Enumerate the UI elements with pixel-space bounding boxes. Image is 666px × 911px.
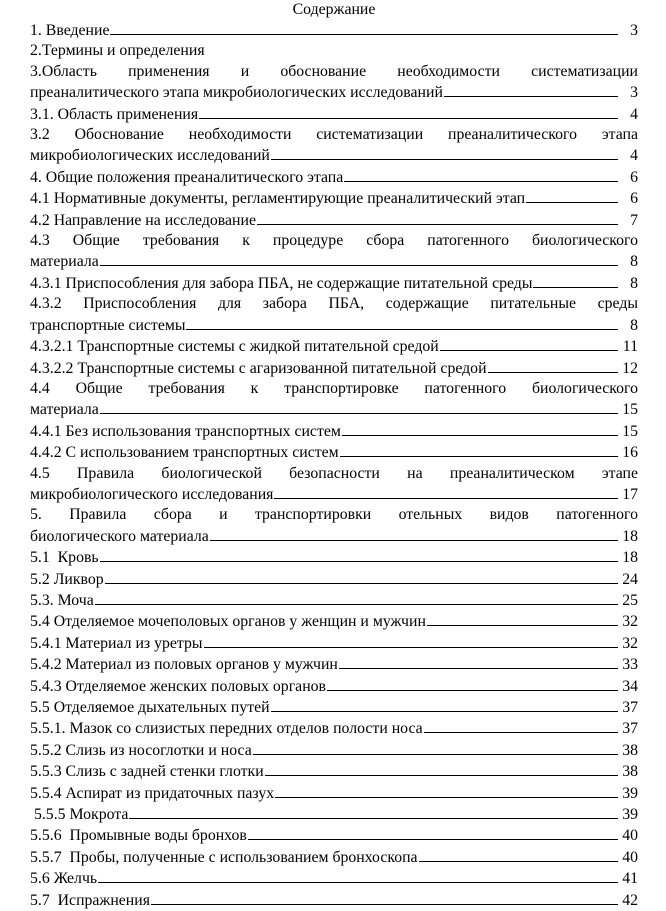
toc-entry[interactable] xyxy=(30,654,638,675)
toc-entry[interactable] xyxy=(30,890,638,911)
toc-leader-line xyxy=(424,718,618,733)
toc-entry[interactable] xyxy=(30,847,638,868)
toc-entry-row xyxy=(30,273,638,294)
toc-page-number: 37 xyxy=(622,720,638,738)
toc-entry-text-line: 4.3 Общие требования к процедуре сбора патогенного биологического xyxy=(30,232,638,250)
toc-leader-line xyxy=(210,526,618,541)
toc-entry[interactable] xyxy=(30,825,638,846)
toc-entry-label: 5.5 Отделяемое дыхательных путей xyxy=(30,699,270,716)
toc-page-number: 6 xyxy=(630,190,638,208)
toc-entry-label: 4.1 Нормативные документы, регламентирующие преаналитический этап xyxy=(30,190,526,208)
toc-leader-line xyxy=(342,421,618,436)
toc-page-number: 3 xyxy=(630,22,638,39)
toc-entry-text-line: 5. Правила сбора и транспортировки отельных видов патогенного xyxy=(30,506,638,524)
toc-entry-row xyxy=(30,590,638,611)
toc-entry-label: 3.1. Область применения xyxy=(30,105,199,123)
toc-entry-row xyxy=(30,547,638,568)
toc-list xyxy=(30,20,638,911)
toc-leader-line xyxy=(199,104,618,119)
toc-entry-row xyxy=(30,526,638,547)
toc-page-number: 39 xyxy=(622,784,638,802)
toc-title: Содержание xyxy=(292,1,376,18)
toc-leader-line xyxy=(265,761,618,776)
toc-page-number: 39 xyxy=(622,806,638,824)
toc-page-number: 4 xyxy=(630,105,638,123)
toc-leader-line xyxy=(95,590,618,605)
toc-entry[interactable] xyxy=(30,62,638,104)
toc-entry-row xyxy=(30,718,638,739)
toc-entry-text-line: 3.2 Обоснование необходимости систематизации преаналитического этапа xyxy=(30,126,638,144)
toc-leader-line xyxy=(100,547,618,562)
toc-page-number: 24 xyxy=(622,570,638,588)
toc-entry-row xyxy=(30,442,638,463)
toc-entry[interactable] xyxy=(30,783,638,804)
toc-leader-line xyxy=(271,697,618,712)
toc-entry[interactable] xyxy=(30,804,638,825)
toc-entry-label: микробиологического исследования xyxy=(30,485,274,503)
toc-entry-row xyxy=(30,20,638,41)
toc-entry-label: 4.4.2 С использованием транспортных систем xyxy=(30,444,339,462)
toc-entry-label: 5.5.7 Пробы, полученные с использованием бронхоскопа xyxy=(30,848,418,866)
toc-entry-row xyxy=(30,611,638,632)
document-page xyxy=(30,0,638,911)
toc-entry-text-line: 4.5 Правила биологической безопасности на преаналитическом этапе xyxy=(30,464,638,482)
toc-page-number: 37 xyxy=(622,699,638,716)
toc-entry-label: 5.5.4 Аспират из придаточных пазух xyxy=(30,784,275,802)
toc-entry-label: 4.3.1 Приспособления для забора ПБА, не содержащие питательной среды xyxy=(30,274,533,292)
toc-page-number: 15 xyxy=(622,401,638,419)
toc-entry[interactable] xyxy=(30,231,638,273)
toc-page-number: 34 xyxy=(622,677,638,695)
toc-entry-text-line: 3.Область применения и обоснование необходимости систематизации xyxy=(30,62,638,80)
toc-page-number: 38 xyxy=(622,763,638,781)
toc-entry-row xyxy=(30,210,638,231)
toc-entry-row xyxy=(30,358,638,379)
toc-entry-row xyxy=(30,484,638,505)
toc-page-number: 8 xyxy=(630,274,638,292)
toc-entry-label: 5.4.1 Материал из уретры xyxy=(30,634,203,652)
toc-page-number: 17 xyxy=(622,485,638,503)
toc-entry-row xyxy=(30,145,638,166)
toc-page-number: 11 xyxy=(622,338,638,356)
toc-leader-line xyxy=(274,484,618,499)
toc-entry-label: 5.4 Отделяемое мочеполовых органов у женщин и мужчин xyxy=(30,613,426,631)
toc-entry[interactable] xyxy=(30,20,638,41)
toc-entry[interactable] xyxy=(30,868,638,889)
toc-entry-label: транспортные системы xyxy=(30,316,186,334)
toc-entry[interactable] xyxy=(30,41,638,61)
toc-entry-label: 5.6 Желчь xyxy=(30,870,98,888)
toc-entry[interactable] xyxy=(30,188,638,209)
toc-entry-row xyxy=(30,251,638,272)
toc-entry-label: 5.5.5 Мокрота xyxy=(30,806,129,824)
toc-leader-line xyxy=(340,442,618,457)
toc-page-number: 38 xyxy=(622,741,638,759)
toc-entry[interactable] xyxy=(30,104,638,125)
toc-leader-line xyxy=(339,654,618,669)
toc-entry-row xyxy=(30,167,638,188)
toc-leader-line xyxy=(98,868,618,883)
toc-entry[interactable] xyxy=(30,210,638,231)
toc-leader-line xyxy=(271,145,618,160)
toc-entry[interactable] xyxy=(30,569,638,590)
toc-entry[interactable] xyxy=(30,294,638,336)
toc-entry[interactable] xyxy=(30,442,638,463)
toc-leader-line xyxy=(419,847,618,862)
toc-entry-label: 5.7 Испражнения xyxy=(30,891,150,909)
toc-entry-row xyxy=(30,654,638,675)
toc-entry[interactable] xyxy=(30,676,638,697)
toc-leader-line xyxy=(533,273,618,288)
toc-entry-label: 5.5.1. Мазок со слизистых передних отделов полости носа xyxy=(30,720,423,738)
toc-entry[interactable] xyxy=(30,740,638,761)
toc-entry-row xyxy=(30,188,638,209)
toc-entry-text-line: 4.4 Общие требования к транспортировке патогенного биологического xyxy=(30,379,638,397)
toc-entry-label: 5.3. Моча xyxy=(30,591,94,609)
toc-page-number: 8 xyxy=(630,316,638,334)
toc-entry-row xyxy=(30,697,638,718)
toc-entry-label: преаналитического этапа микробиологических исследований xyxy=(30,84,443,102)
toc-page-number: 32 xyxy=(622,634,638,652)
toc-entry-label: 4.4.1 Без использования транспортных систем xyxy=(30,422,341,440)
toc-leader-line xyxy=(151,890,618,905)
toc-page-number: 42 xyxy=(622,891,638,909)
toc-entry-row xyxy=(30,82,638,103)
toc-leader-line xyxy=(344,167,618,182)
toc-page-number: 8 xyxy=(630,253,638,271)
toc-leader-line xyxy=(275,783,618,798)
toc-entry-label: 1. Введение xyxy=(30,22,110,39)
toc-page-number: 18 xyxy=(622,527,638,545)
toc-entry[interactable] xyxy=(30,611,638,632)
toc-page-number: 7 xyxy=(630,211,638,229)
toc-entry[interactable] xyxy=(30,167,638,188)
toc-entry-label: материала xyxy=(30,253,99,271)
toc-leader-line xyxy=(488,358,618,373)
toc-leader-line xyxy=(248,825,618,840)
toc-leader-line xyxy=(526,188,618,203)
toc-entry[interactable] xyxy=(30,761,638,782)
toc-page-number: 16 xyxy=(622,444,638,462)
toc-leader-line xyxy=(110,20,618,35)
toc-entry[interactable] xyxy=(30,505,638,547)
toc-entry-row xyxy=(30,399,638,420)
toc-entry-label: 5.5.2 Слизь из носоглотки и носа xyxy=(30,741,252,759)
toc-entry-label: 5.4.2 Материал из половых органов у мужчин xyxy=(30,656,338,674)
toc-leader-line xyxy=(100,251,618,266)
toc-entry-row xyxy=(30,804,638,825)
toc-page-number: 25 xyxy=(622,591,638,609)
toc-leader-line xyxy=(100,399,618,414)
toc-entry-label: материала xyxy=(30,401,99,419)
toc-entry-row xyxy=(30,336,638,357)
toc-entry-row xyxy=(30,569,638,590)
toc-leader-line xyxy=(440,336,618,351)
toc-leader-line xyxy=(186,315,618,330)
toc-leader-line xyxy=(444,82,618,97)
toc-entry[interactable] xyxy=(30,421,638,442)
toc-entry-label: 4. Общие положения преаналитического этапа xyxy=(30,168,344,186)
toc-entry-label: биологического материала xyxy=(30,527,209,545)
toc-entry-row xyxy=(30,104,638,125)
toc-leader-line xyxy=(257,210,618,225)
toc-entry-label: 5.2 Ликвор xyxy=(30,570,104,588)
toc-leader-line xyxy=(427,611,618,626)
toc-entry-label: 2.Термины и определения xyxy=(30,42,205,60)
toc-page-number: 41 xyxy=(622,870,638,888)
toc-entry-row xyxy=(30,676,638,697)
toc-entry-label: 4.3.2.1 Транспортные системы с жидкой питательной средой xyxy=(30,338,439,356)
toc-entry-row xyxy=(30,868,638,889)
toc-page-number: 15 xyxy=(622,422,638,440)
toc-entry-row xyxy=(30,825,638,846)
toc-entry-row xyxy=(30,421,638,442)
toc-entry[interactable] xyxy=(30,590,638,611)
toc-entry-row xyxy=(30,847,638,868)
toc-page-number: 4 xyxy=(630,147,638,165)
toc-page-number: 6 xyxy=(630,168,638,186)
toc-entry-row xyxy=(30,761,638,782)
toc-page-number: 40 xyxy=(622,827,638,845)
toc-leader-line xyxy=(129,804,618,819)
toc-leader-line xyxy=(105,569,618,584)
toc-entry[interactable] xyxy=(30,718,638,739)
toc-page-number: 12 xyxy=(622,359,638,377)
toc-entry[interactable] xyxy=(30,358,638,379)
toc-entry[interactable] xyxy=(30,336,638,357)
toc-entry-row xyxy=(30,740,638,761)
toc-page-number: 32 xyxy=(622,613,638,631)
toc-leader-line xyxy=(253,740,618,755)
toc-entry-text-line: 4.3.2 Приспособления для забора ПБА, содержащие питательные среды xyxy=(30,295,638,313)
toc-entry-row xyxy=(30,633,638,654)
toc-entry[interactable] xyxy=(30,633,638,654)
toc-entry-label: 4.2 Направление на исследование xyxy=(30,211,256,229)
toc-entry-label: микробиологических исследований xyxy=(30,147,270,165)
toc-entry-row xyxy=(30,315,638,336)
toc-page-number: 18 xyxy=(622,549,638,567)
toc-leader-line xyxy=(327,676,618,691)
toc-entry[interactable] xyxy=(30,547,638,568)
toc-leader-line xyxy=(204,633,618,648)
toc-entry[interactable] xyxy=(30,125,638,167)
toc-entry-row xyxy=(30,41,638,61)
toc-entry[interactable] xyxy=(30,464,638,506)
toc-entry-row xyxy=(30,783,638,804)
toc-entry-row xyxy=(30,890,638,911)
toc-entry[interactable] xyxy=(30,273,638,294)
toc-entry-label: 5.1 Кровь xyxy=(30,549,99,567)
toc-entry[interactable] xyxy=(30,697,638,718)
toc-entry-label: 5.4.3 Отделяемое женских половых органов xyxy=(30,677,327,695)
toc-entry-label: 4.3.2.2 Транспортные системы с агаризованной питательной средой xyxy=(30,359,487,377)
toc-page-number: 3 xyxy=(630,84,638,102)
toc-page-number: 33 xyxy=(622,656,638,674)
toc-page-number: 40 xyxy=(622,848,638,866)
toc-entry-label: 5.5.3 Слизь с задней стенки глотки xyxy=(30,763,264,781)
toc-entry[interactable] xyxy=(30,379,638,421)
toc-entry-label: 5.5.6 Промывные воды бронхов xyxy=(30,827,247,845)
